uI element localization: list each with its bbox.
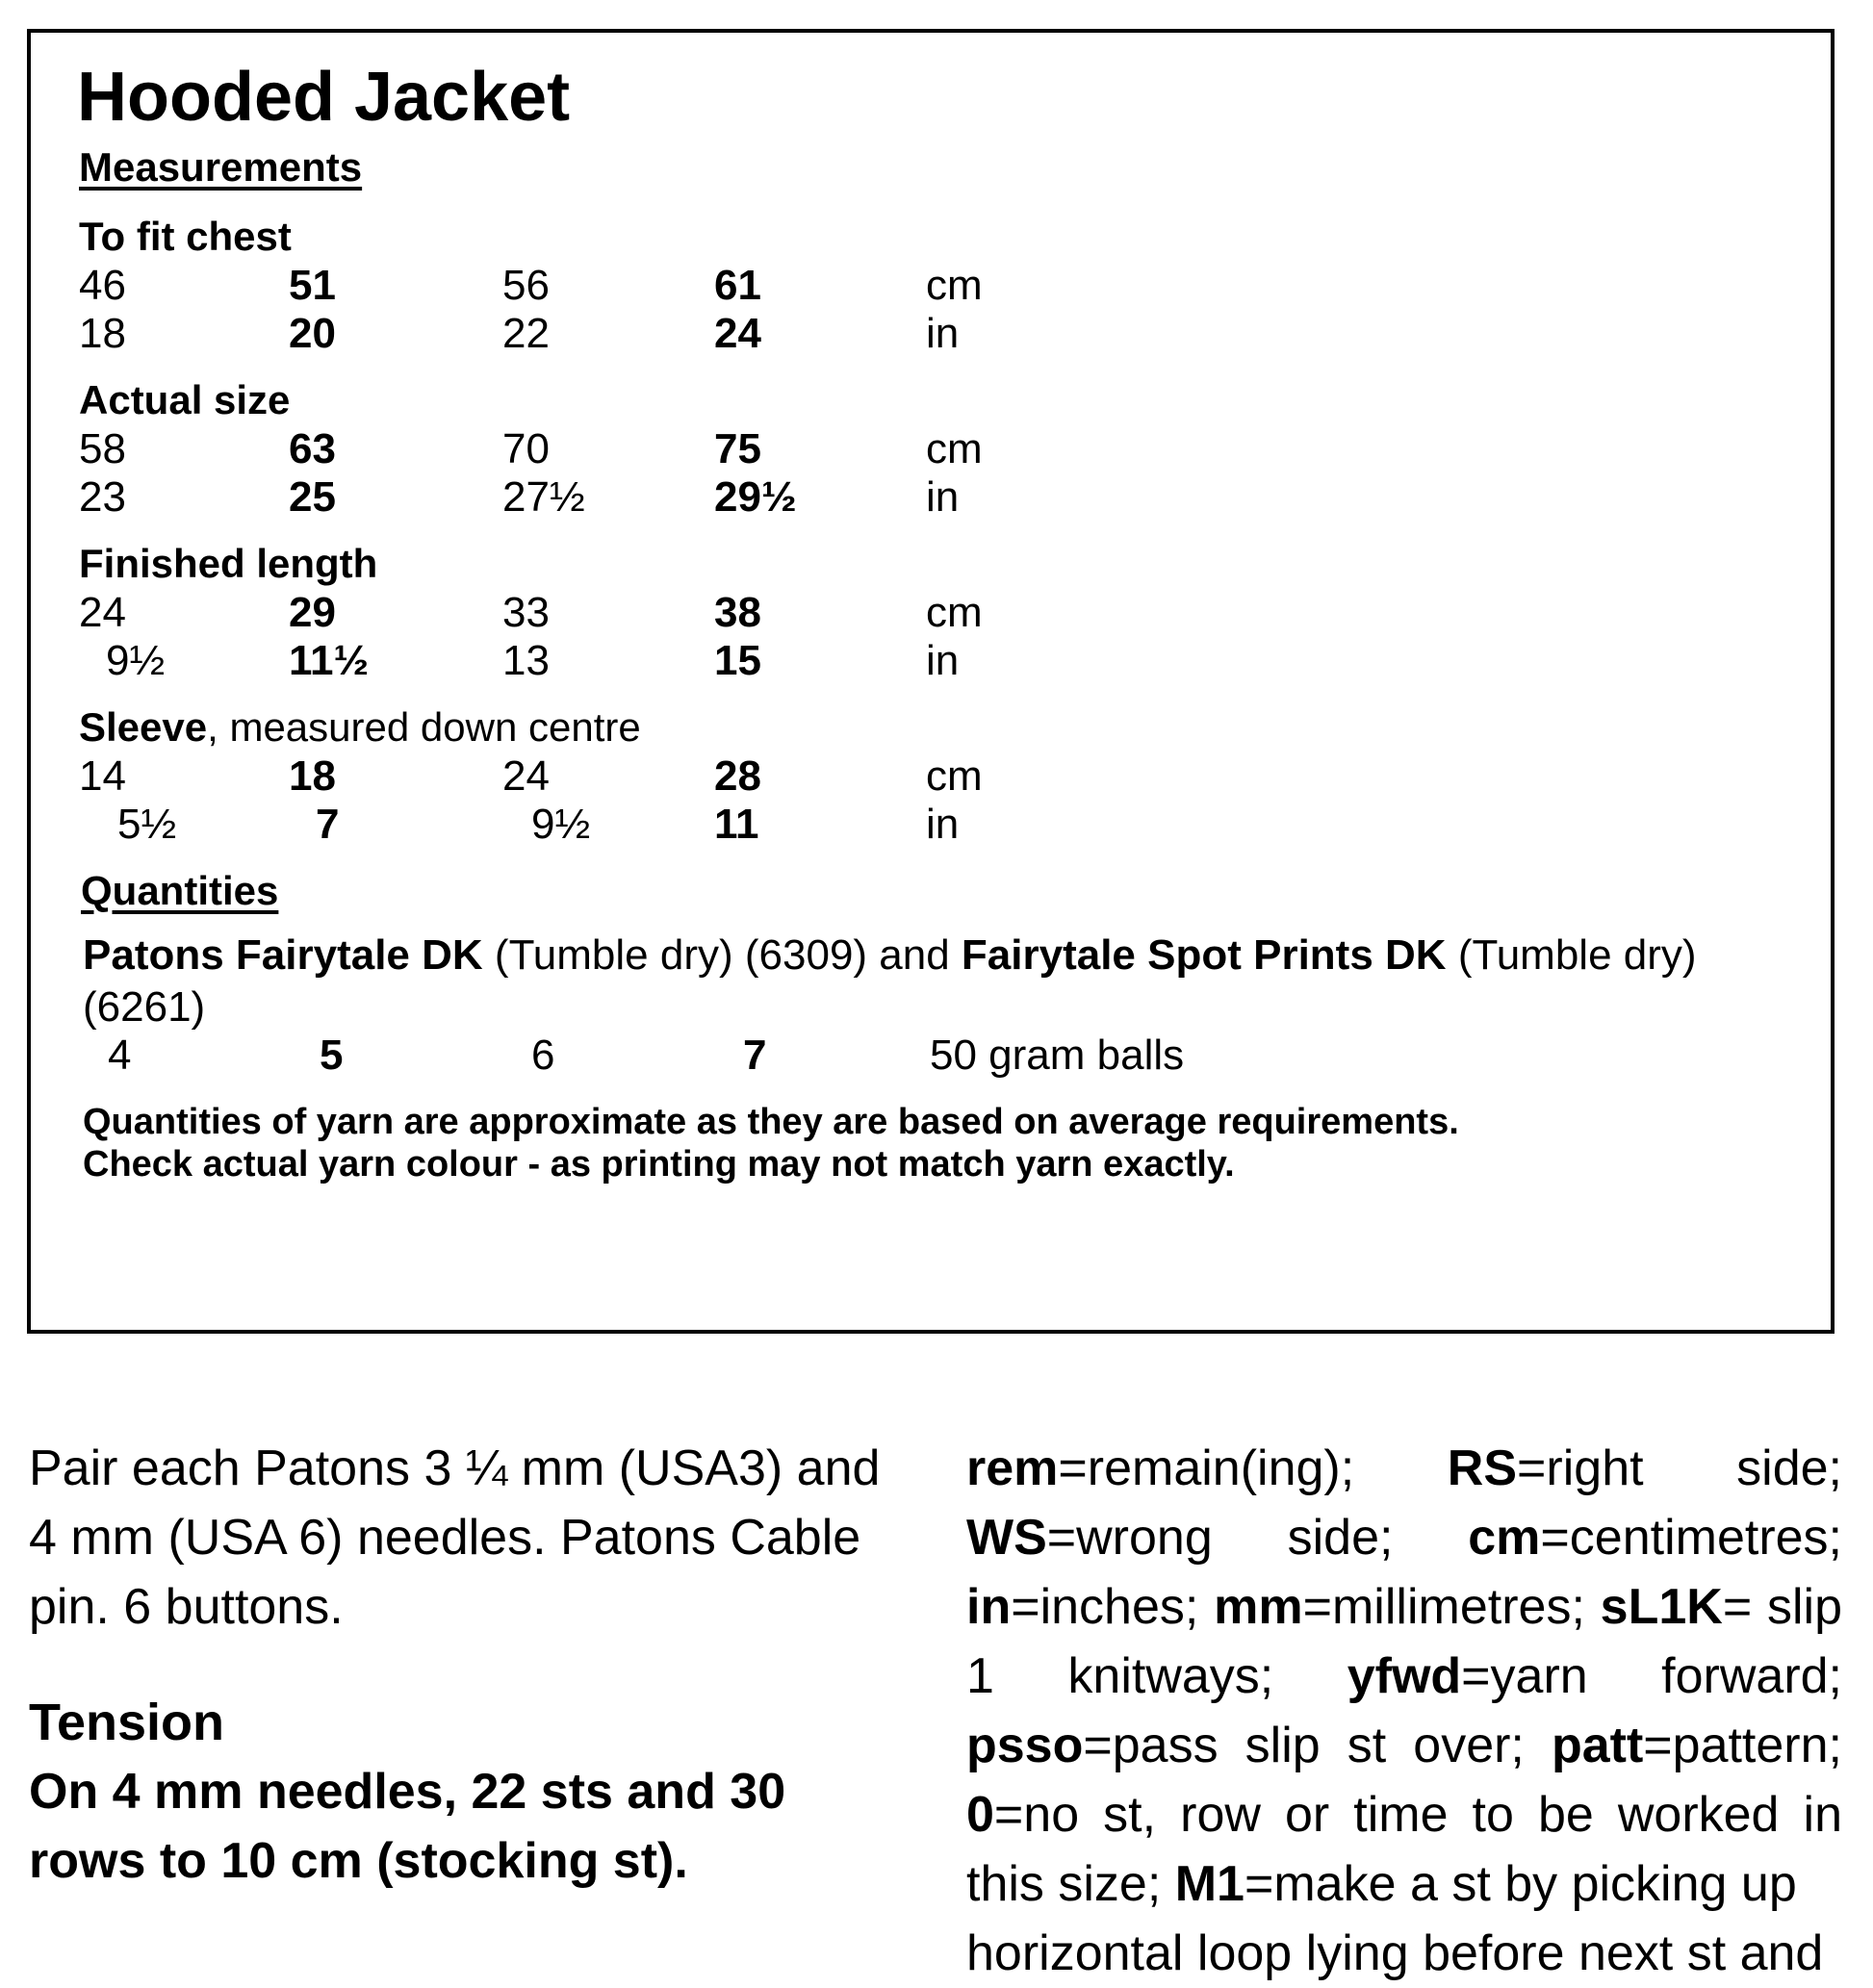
size-value: 25	[289, 473, 336, 521]
size-value: 70	[502, 425, 550, 472]
yarn-detail-2: (Tumble dry)	[1446, 931, 1697, 979]
sleeve-label-rest: , measured down centre	[207, 704, 641, 750]
yarn-detail-1: (Tumble dry) (6309) and	[482, 931, 962, 979]
size-value: 20	[289, 310, 336, 357]
abbreviation-meaning: =right side;	[1517, 1440, 1843, 1496]
materials-column	[29, 1434, 907, 1896]
size-value: 5½	[117, 801, 177, 848]
size-value: 15	[714, 637, 761, 684]
abbreviation-meaning: =make a st by picking up	[1244, 1856, 1797, 1912]
unit-label: in	[926, 473, 960, 521]
abbreviation-term: psso	[966, 1718, 1084, 1773]
abbreviation-term: M1	[1174, 1856, 1244, 1912]
size-value: 14	[79, 752, 126, 800]
unit-label: in	[926, 310, 960, 357]
size-value: 18	[79, 310, 126, 357]
abbreviation-term: mm	[1214, 1579, 1303, 1635]
finished-length-label: Finished length	[79, 541, 378, 586]
yarn-note-line-2: Check actual yarn colour - as printing may not match yarn exactly.	[83, 1144, 1235, 1185]
size-value: 24	[79, 589, 126, 636]
abbreviation-meaning: =millimetres;	[1302, 1579, 1601, 1635]
sleeve-label	[79, 704, 641, 751]
abbreviation-term: sL1K	[1600, 1579, 1723, 1635]
unit-label: cm	[926, 425, 983, 472]
quantity-value: 6	[531, 1032, 555, 1079]
size-value: 11½	[289, 637, 370, 684]
sleeve-label-bold: Sleeve	[79, 704, 208, 750]
abbreviation-meaning: =inches;	[1011, 1579, 1215, 1635]
yarn-description	[83, 931, 1697, 980]
size-value: 51	[289, 262, 336, 309]
abbreviation-term: RS	[1447, 1440, 1518, 1496]
size-value: 56	[502, 262, 550, 309]
abbreviation-meaning: =yarn forward;	[1461, 1648, 1843, 1704]
size-value: 13	[502, 637, 550, 684]
size-value: 27½	[502, 473, 585, 521]
unit-label: 50 gram balls	[930, 1032, 1185, 1079]
quantity-value: 4	[108, 1032, 132, 1079]
size-value: 46	[79, 262, 126, 309]
quantities-heading: Quantities	[81, 868, 279, 913]
unit-label: cm	[926, 589, 983, 636]
abbreviations-cutoff-line: horizontal loop lying before next st and	[966, 1925, 1824, 1981]
size-value: 29½	[714, 473, 797, 521]
size-value: 33	[502, 589, 550, 636]
size-value: 22	[502, 310, 550, 357]
abbreviation-meaning: =pattern;	[1643, 1718, 1842, 1773]
size-value: 28	[714, 752, 761, 800]
actual-size-label: Actual size	[79, 377, 291, 422]
yarn-name-1: Patons Fairytale DK	[83, 931, 483, 979]
yarn-code-2: (6261)	[83, 983, 206, 1031]
size-value: 23	[79, 473, 126, 521]
size-value: 11	[714, 801, 759, 848]
size-value: 38	[714, 589, 761, 636]
unit-label: cm	[926, 752, 983, 800]
size-value: 58	[79, 425, 126, 472]
abbreviations-column	[966, 1434, 1843, 1981]
yarn-note-line-1: Quantities of yarn are approximate as they are based on average requirements.	[83, 1102, 1459, 1142]
abbreviation-meaning: =no st, row or time to be worked in this size;	[966, 1787, 1842, 1912]
quantity-value: 5	[320, 1032, 344, 1079]
tension-heading: Tension	[29, 1694, 225, 1751]
quantity-value: 7	[743, 1032, 767, 1079]
size-value: 7	[316, 801, 340, 848]
abbreviation-meaning: =remain(ing);	[1058, 1440, 1448, 1496]
size-value: 18	[289, 752, 336, 800]
unit-label: cm	[926, 262, 983, 309]
abbreviation-term: cm	[1468, 1510, 1541, 1566]
yarn-name-2: Fairytale Spot Prints DK	[961, 931, 1447, 979]
needles-text: Pair each Patons 3 ¼ mm (USA3) and 4 mm (USA 6) needles. Patons Cable pin. 6 buttons.	[29, 1440, 881, 1635]
abbreviation-term: in	[966, 1579, 1012, 1635]
measurements-heading: Measurements	[79, 144, 363, 190]
page-title: Hooded Jacket	[77, 59, 571, 136]
abbreviation-meaning: =wrong side;	[1046, 1510, 1469, 1566]
abbreviations-text	[966, 1434, 1842, 1919]
size-value: 75	[714, 425, 761, 472]
abbreviation-term: rem	[966, 1440, 1059, 1496]
abbreviation-meaning: =pass slip st over;	[1083, 1718, 1552, 1773]
abbreviation-term: patt	[1551, 1718, 1644, 1773]
to-fit-chest-label: To fit chest	[79, 214, 292, 259]
size-value: 63	[289, 425, 336, 472]
abbreviation-meaning: = slip 1 knitways;	[966, 1579, 1843, 1704]
size-value: 24	[714, 310, 761, 357]
size-value: 29	[289, 589, 336, 636]
size-value: 9½	[106, 637, 166, 684]
size-value: 9½	[531, 801, 591, 848]
unit-label: in	[926, 637, 960, 684]
size-value: 61	[714, 262, 761, 309]
abbreviation-term: WS	[966, 1510, 1047, 1566]
abbreviation-term: yfwd	[1347, 1648, 1462, 1704]
unit-label: in	[926, 801, 960, 848]
size-value: 24	[502, 752, 550, 800]
abbreviation-term: 0	[966, 1787, 994, 1843]
abbreviation-meaning: =centimetres;	[1540, 1510, 1842, 1566]
tension-text: On 4 mm needles, 22 sts and 30 rows to 10 cm (stocking st).	[29, 1764, 786, 1889]
